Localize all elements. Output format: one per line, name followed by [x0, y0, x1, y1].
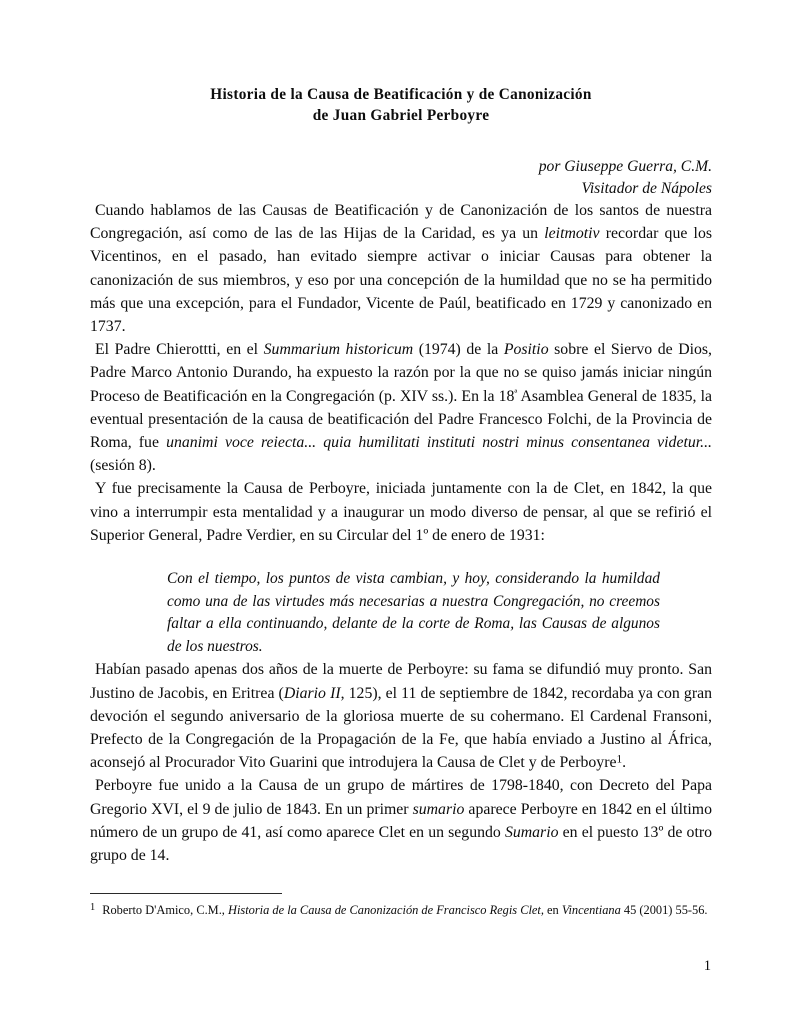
paragraph-1-emphasis-1: leitmotiv [544, 225, 600, 243]
ordinal-indicator: ª [514, 388, 518, 400]
page-title-line-1: Historia de la Causa de Beatificación y de Canonización [210, 86, 592, 103]
paragraph-5-text-3: en el puesto 13º de otro grupo de 14. [90, 823, 712, 865]
byline [90, 156, 712, 199]
paragraph-4-text-2: , 125), el 11 de septiembre de 1842, recordaba ya con gran devoción el segundo aniversario de la gloriosa muerte de su cohermano. El Cardenal Fransoni, Prefecto de la Congregación de la Propagación de la Fe, que había enviado a Justino al África, aconsejó al Procurador Vito Guarini que introdujera la Causa de Clet y de Perboyre [90, 684, 712, 772]
footnote-1-emphasis-2: Vincentiana [561, 903, 621, 917]
paragraph-2-emphasis-1: Summarium historicum [263, 341, 414, 359]
paragraph-1 [90, 199, 712, 338]
document-body [90, 84, 712, 867]
paragraph-2-text-5: (sesión 8). [90, 457, 156, 475]
paragraph-5-emphasis-1: sumario [412, 800, 465, 818]
paragraph-2-text-1: El Padre Chierottti, en el [95, 341, 264, 359]
footnote-area [90, 893, 712, 919]
paragraph-3 [90, 477, 712, 547]
paragraph-2-text-2: (1974) de la [413, 341, 504, 359]
page-title [90, 84, 712, 126]
page-title-line-2: de Juan Gabriel Perboyre [312, 107, 490, 124]
blockquote [167, 568, 660, 658]
paragraph-5-emphasis-2: Sumario [504, 823, 559, 841]
paragraph-5 [90, 774, 712, 867]
paragraph-2-text-3: sobre el Siervo de Dios, Padre Marco Antonio Durando, ha expuesto la razón por la que no se quiso jamás iniciar ningún Proceso de Beatificación en la Congregación (p. XIV ss.). En la 18 [90, 341, 712, 405]
byline-author: por Giuseppe Guerra, C.M. [538, 158, 712, 175]
footnote-1 [90, 902, 712, 919]
paragraph-5-text-2: aparece Perboyre en 1842 en el último número de un grupo de 41, así como aparece Clet en un segundo [90, 800, 712, 841]
paragraph-4-text-1: Habían pasado apenas dos años de la muerte de Perboyre: su fama se difundió muy pronto. San Justino de Jacobis, en Eritrea ( [90, 661, 712, 702]
paragraph-2-text-4: Asamblea General de 1835, la eventual presentación de la causa de beatificación del Padre Francesco Folchi, de la Provincia de Roma, fue [90, 387, 712, 452]
paragraph-2 [90, 338, 712, 477]
paragraph-4-text-3: . [622, 754, 627, 772]
footnote-1-text-1: Roberto D'Amico, C.M., [102, 903, 228, 917]
paragraph-1-text-1: Cuando hablamos de las Causas de Beatificación y de Canonización de los santos de nuestra Congregación, así como de las de las Hijas de la Caridad, es ya un [90, 202, 712, 243]
byline-role: Visitador de Nápoles [581, 179, 712, 197]
footnote-separator [90, 893, 282, 894]
footnote-1-text-2: en [543, 903, 562, 917]
footnote-marker-1: 1 [90, 901, 96, 913]
paragraph-4 [90, 658, 712, 774]
page-number: 1 [703, 958, 711, 974]
paragraph-1-text-2: recordar que los Vicentinos, en el pasado, han evitado siempre activar o iniciar Causas para obtener la canonización de sus miembros, y eso por una concepción de la humildad que no se ha permitido más que una excepción, para el Fundador, Vicente de Paúl, beatificado en 1729 y canonizado en 1737. [90, 225, 712, 336]
blockquote-text: Con el tiempo, los puntos de vista cambian, y hoy, considerando la humildad como una de las virtudes más necesarias a nuestra Congregación, no creemos faltar a ella continuando, delante de la corte de Roma, las Causas de algunos de los nuestros. [167, 570, 660, 655]
paragraph-2-emphasis-2: Positio [503, 341, 549, 359]
footnote-1-emphasis-1: Historia de la Causa de Canonización de Francisco Regis Clet, [228, 903, 544, 917]
footnote-reference-1[interactable]: 1 [616, 753, 623, 766]
paragraph-5-text-1: Perboyre fue unido a la Causa de un grupo de mártires de 1798-1840, con Decreto del Papa Gregorio XVI, el 9 de julio de 1843. En un primer [90, 777, 712, 818]
paragraph-4-emphasis-1: Diario II [283, 684, 341, 702]
paragraph-2-emphasis-3: unanimi voce reiecta... quia humilitati instituti nostri minus consentanea videtur... [166, 434, 712, 452]
paragraph-3-text-1: Y fue precisamente la Causa de Perboyre, iniciada juntamente con la de Clet, en 1842, la que vino a interrumpir esta mentalidad y a inaugurar un modo diverso de pensar, al que se refirió el Superior General, Padre Verdier, en su Circular del 1º de enero de 1931: [90, 480, 712, 544]
footnote-1-text-3: 45 (2001) 55-56. [620, 903, 708, 917]
